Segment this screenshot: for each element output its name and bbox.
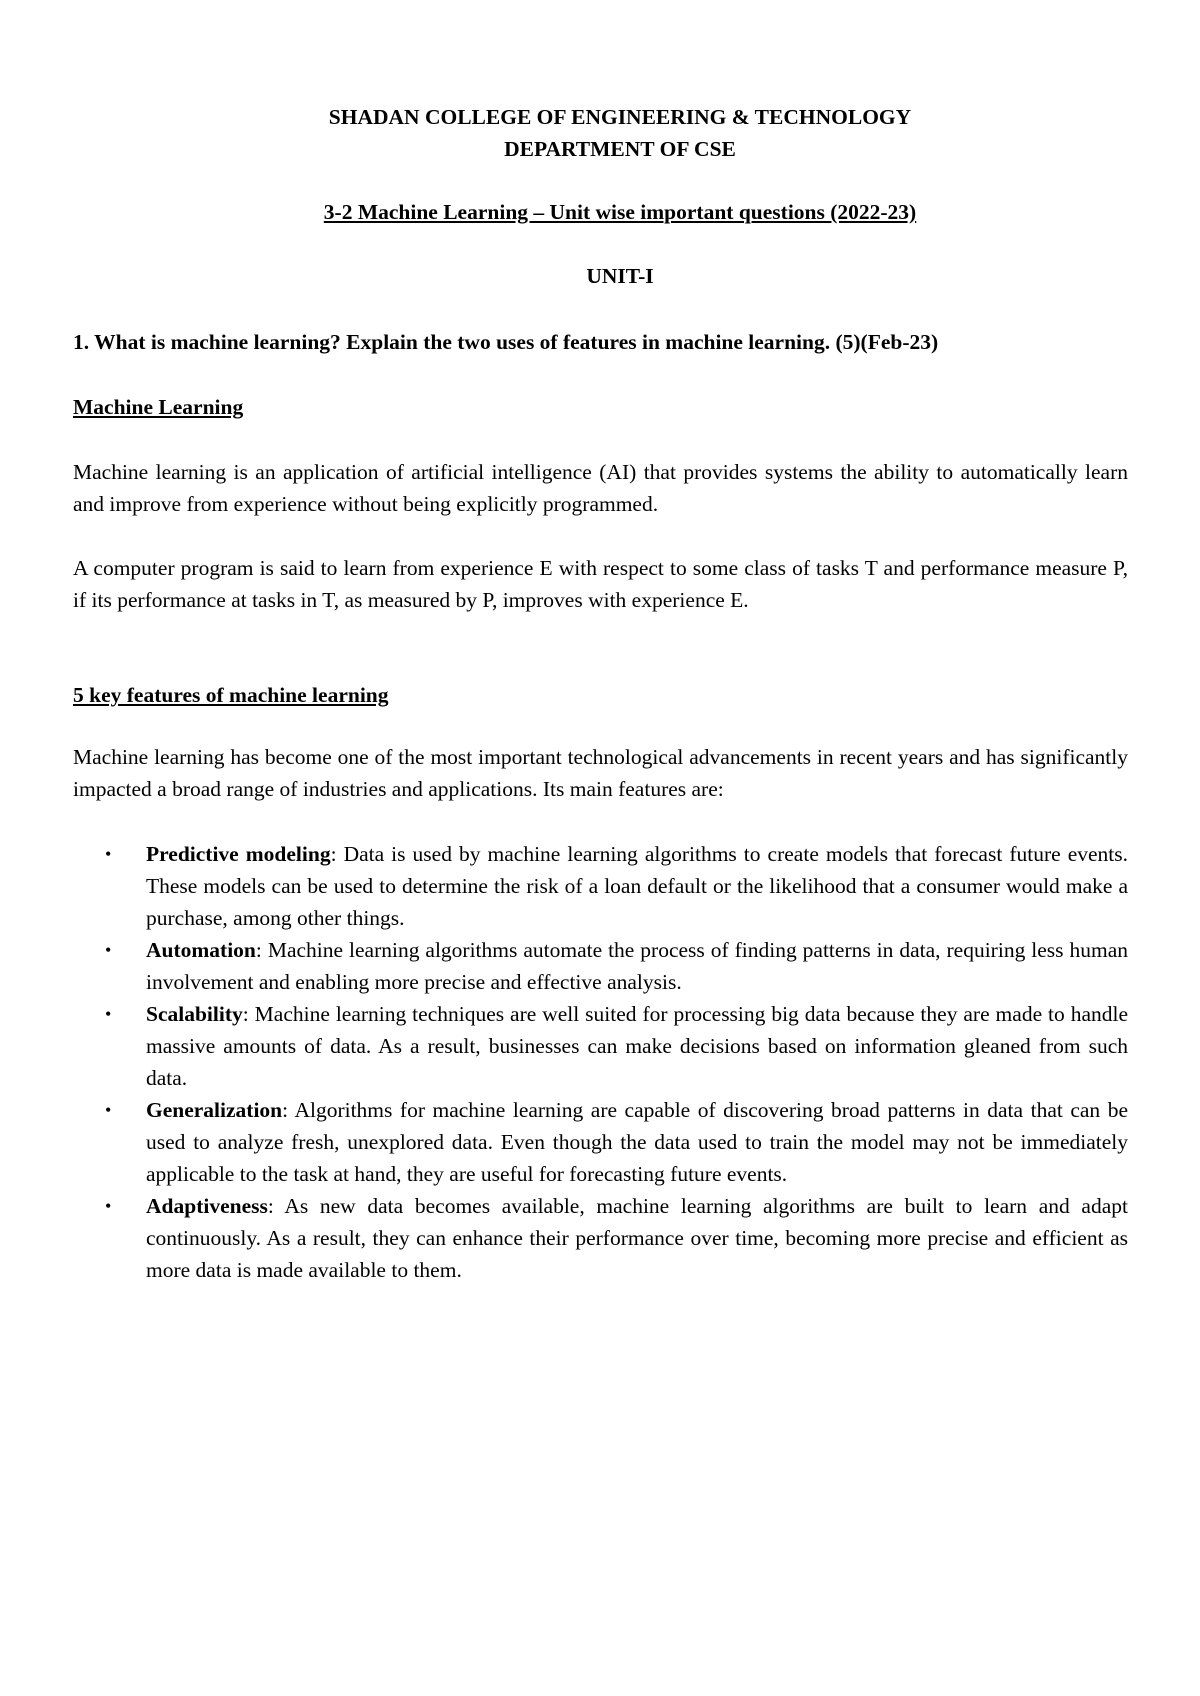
key-features-intro: Machine learning has become one of the most important technological advancements in recent years and has significantly impacted a broad range of industries and applications. Its main features are: bbox=[73, 745, 1128, 801]
bullet-icon: • bbox=[105, 1004, 112, 1024]
bullet-icon: • bbox=[105, 844, 112, 864]
bullet-icon: • bbox=[105, 1100, 112, 1120]
feature-title: Predictive modeling bbox=[146, 842, 331, 866]
list-item bbox=[73, 1190, 1128, 1286]
feature-description: : Machine learning algorithms automate the process of finding patterns in data, requiring less human involvement and enabling more precise and effective analysis. bbox=[146, 938, 1128, 994]
list-item bbox=[73, 934, 1128, 998]
machine-learning-heading: Machine Learning bbox=[73, 395, 244, 419]
feature-title: Generalization bbox=[146, 1098, 283, 1122]
course-title: 3-2 Machine Learning – Unit wise important questions (2022-23) bbox=[323, 200, 917, 224]
list-item bbox=[73, 998, 1128, 1094]
list-item bbox=[73, 1094, 1128, 1190]
features-list bbox=[73, 838, 1128, 1286]
bullet-icon: • bbox=[105, 1196, 112, 1216]
list-item bbox=[73, 838, 1128, 934]
key-features-heading: 5 key features of machine learning bbox=[73, 683, 389, 707]
feature-title: Automation bbox=[146, 938, 256, 962]
question-heading: 1. What is machine learning? Explain the two uses of features in machine learning. (5)(Feb-23) bbox=[73, 330, 939, 354]
feature-description: : Algorithms for machine learning are capable of discovering broad patterns in data that can be used to analyze fresh, unexplored data. Even though the data used to train the model may not be immediately applicable to the task at hand, they are useful for forecasting future events. bbox=[146, 1098, 1128, 1186]
department-title: DEPARTMENT OF CSE bbox=[504, 137, 736, 161]
feature-title: Adaptiveness bbox=[146, 1194, 268, 1218]
ml-definition-paragraph: Machine learning is an application of artificial intelligence (AI) that provides systems the ability to automatically learn and improve from experience without being explicitly programmed. bbox=[73, 460, 1128, 516]
unit-title: UNIT-I bbox=[586, 264, 654, 288]
feature-description: : Machine learning techniques are well suited for processing big data because they are made to handle massive amounts of data. As a result, businesses can make decisions based on information gleaned from such data. bbox=[146, 1002, 1128, 1090]
bullet-icon: • bbox=[105, 940, 112, 960]
feature-description: : Data is used by machine learning algorithms to create models that forecast future events. These models can be used to determine the risk of a loan default or the likelihood that a consumer would make a purchase, among other things. bbox=[146, 842, 1128, 930]
ml-formal-definition-paragraph: A computer program is said to learn from experience E with respect to some class of tasks T and performance measure P, if its performance at tasks in T, as measured by P, improves with experience E. bbox=[73, 556, 1128, 612]
institution-title: SHADAN COLLEGE OF ENGINEERING & TECHNOLOGY bbox=[328, 105, 912, 129]
feature-description: : As new data becomes available, machine learning algorithms are built to learn and adapt continuously. As a result, they can enhance their performance over time, becoming more precise and efficient as more data is made available to them. bbox=[146, 1194, 1128, 1282]
feature-title: Scalability bbox=[146, 1002, 243, 1026]
